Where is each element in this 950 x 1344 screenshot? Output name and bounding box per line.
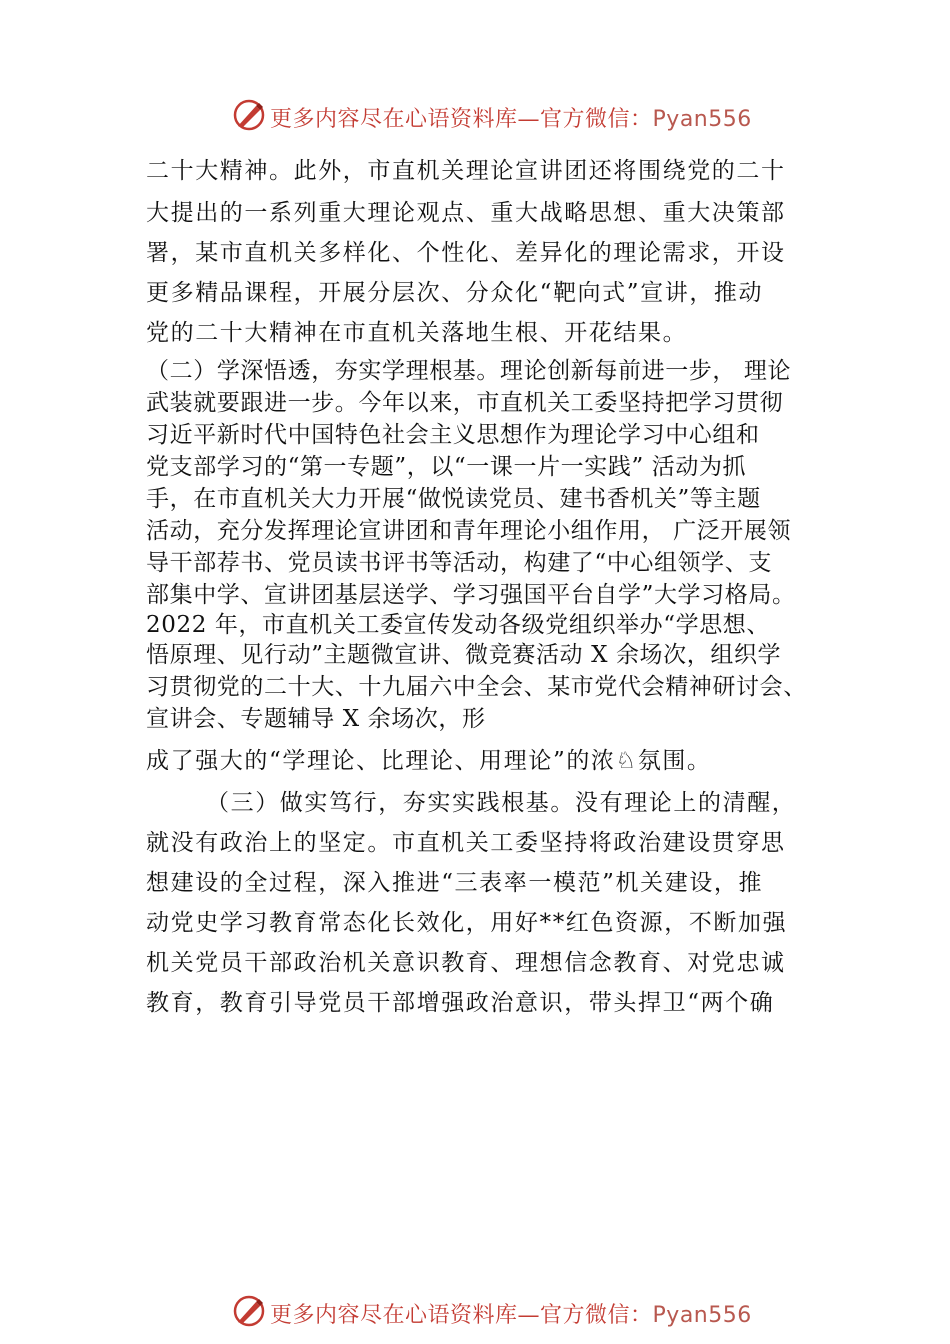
body-line: 署，某市直机关多样化、个性化、差异化的理论需求，开设 bbox=[146, 240, 786, 266]
body-line: 2022 年，市直机关工委宣传发动各级党组织举办“学思想、 bbox=[146, 612, 771, 638]
body-line: 党支部学习的“第一专题”，以“一课一片一实践” 活动为抓 bbox=[146, 454, 747, 480]
body-line: 动党史学习教育常态化长效化，用好**红色资源，不断加强 bbox=[146, 910, 788, 936]
body-line: （三）做实笃行，夯实实践根基。没有理论上的清醒， bbox=[206, 790, 797, 816]
body-line: 机关党员干部政治机关意识教育、理想信念教育、对党忠诚 bbox=[146, 950, 786, 976]
body-line: 二十大精神。此外，市直机关理论宣讲团还将围绕党的二十 bbox=[146, 158, 786, 184]
body-line: 教育，教育引导党员干部增强政治意识，带头捍卫“两个确 bbox=[146, 990, 775, 1016]
header-banner-text: 更多内容尽在心语资料库—官方微信：Pyan556 bbox=[270, 107, 752, 132]
body-line: 就没有政治上的坚定。市直机关工委坚持将政治建设贯穿思 bbox=[146, 830, 786, 856]
body-line: 习贯彻党的二十大、十九届六中全会、某市党代会精神研讨会、 bbox=[146, 674, 807, 700]
pen-logo-icon bbox=[232, 1294, 266, 1328]
footer-banner-text: 更多内容尽在心语资料库—官方微信：Pyan556 bbox=[270, 1303, 752, 1328]
body-line: 党的二十大精神在市直机关落地生根、开花结果。 bbox=[146, 320, 688, 346]
body-line: 大提出的一系列重大理论观点、重大战略思想、重大决策部 bbox=[146, 200, 786, 226]
body-line: 导干部荐书、党员读书评书等活动，构建了“中心组领学、支 bbox=[146, 550, 772, 576]
body-line: （二）学深悟透，夯实学理根基。理论创新每前进一步， 理论 bbox=[146, 358, 792, 384]
body-line: 悟原理、见行动”主题微宣讲、微竞赛活动 X 余场次，组织学 bbox=[146, 642, 782, 668]
body-line: 习近平新时代中国特色社会主义思想作为理论学习中心组和 bbox=[146, 422, 760, 448]
body-line: 更多精品课程，开展分层次、分众化“靶向式”宣讲，推动 bbox=[146, 280, 764, 306]
header-banner bbox=[0, 96, 950, 136]
footer-banner bbox=[0, 1292, 950, 1332]
pen-logo-icon bbox=[232, 98, 266, 132]
body-line: 活动，充分发挥理论宣讲团和青年理论小组作用， 广泛开展领 bbox=[146, 518, 792, 544]
body-line: 成了强大的“学理论、比理论、用理论”的浓♘氛围。 bbox=[146, 748, 712, 774]
body-line: 想建设的全过程，深入推进“三表率一模范”机关建设，推 bbox=[146, 870, 764, 896]
body-line: 部集中学、宣讲团基层送学、学习强国平台自学”大学习格局。 bbox=[146, 582, 796, 608]
body-line: 武装就要跟进一步。今年以来，市直机关工委坚持把学习贯彻 bbox=[146, 390, 784, 416]
body-line: 手，在市直机关大力开展“做悦读党员、建书香机关”等主题 bbox=[146, 486, 761, 512]
body-line: 宣讲会、专题辅导 X 余场次，形 bbox=[146, 706, 486, 732]
